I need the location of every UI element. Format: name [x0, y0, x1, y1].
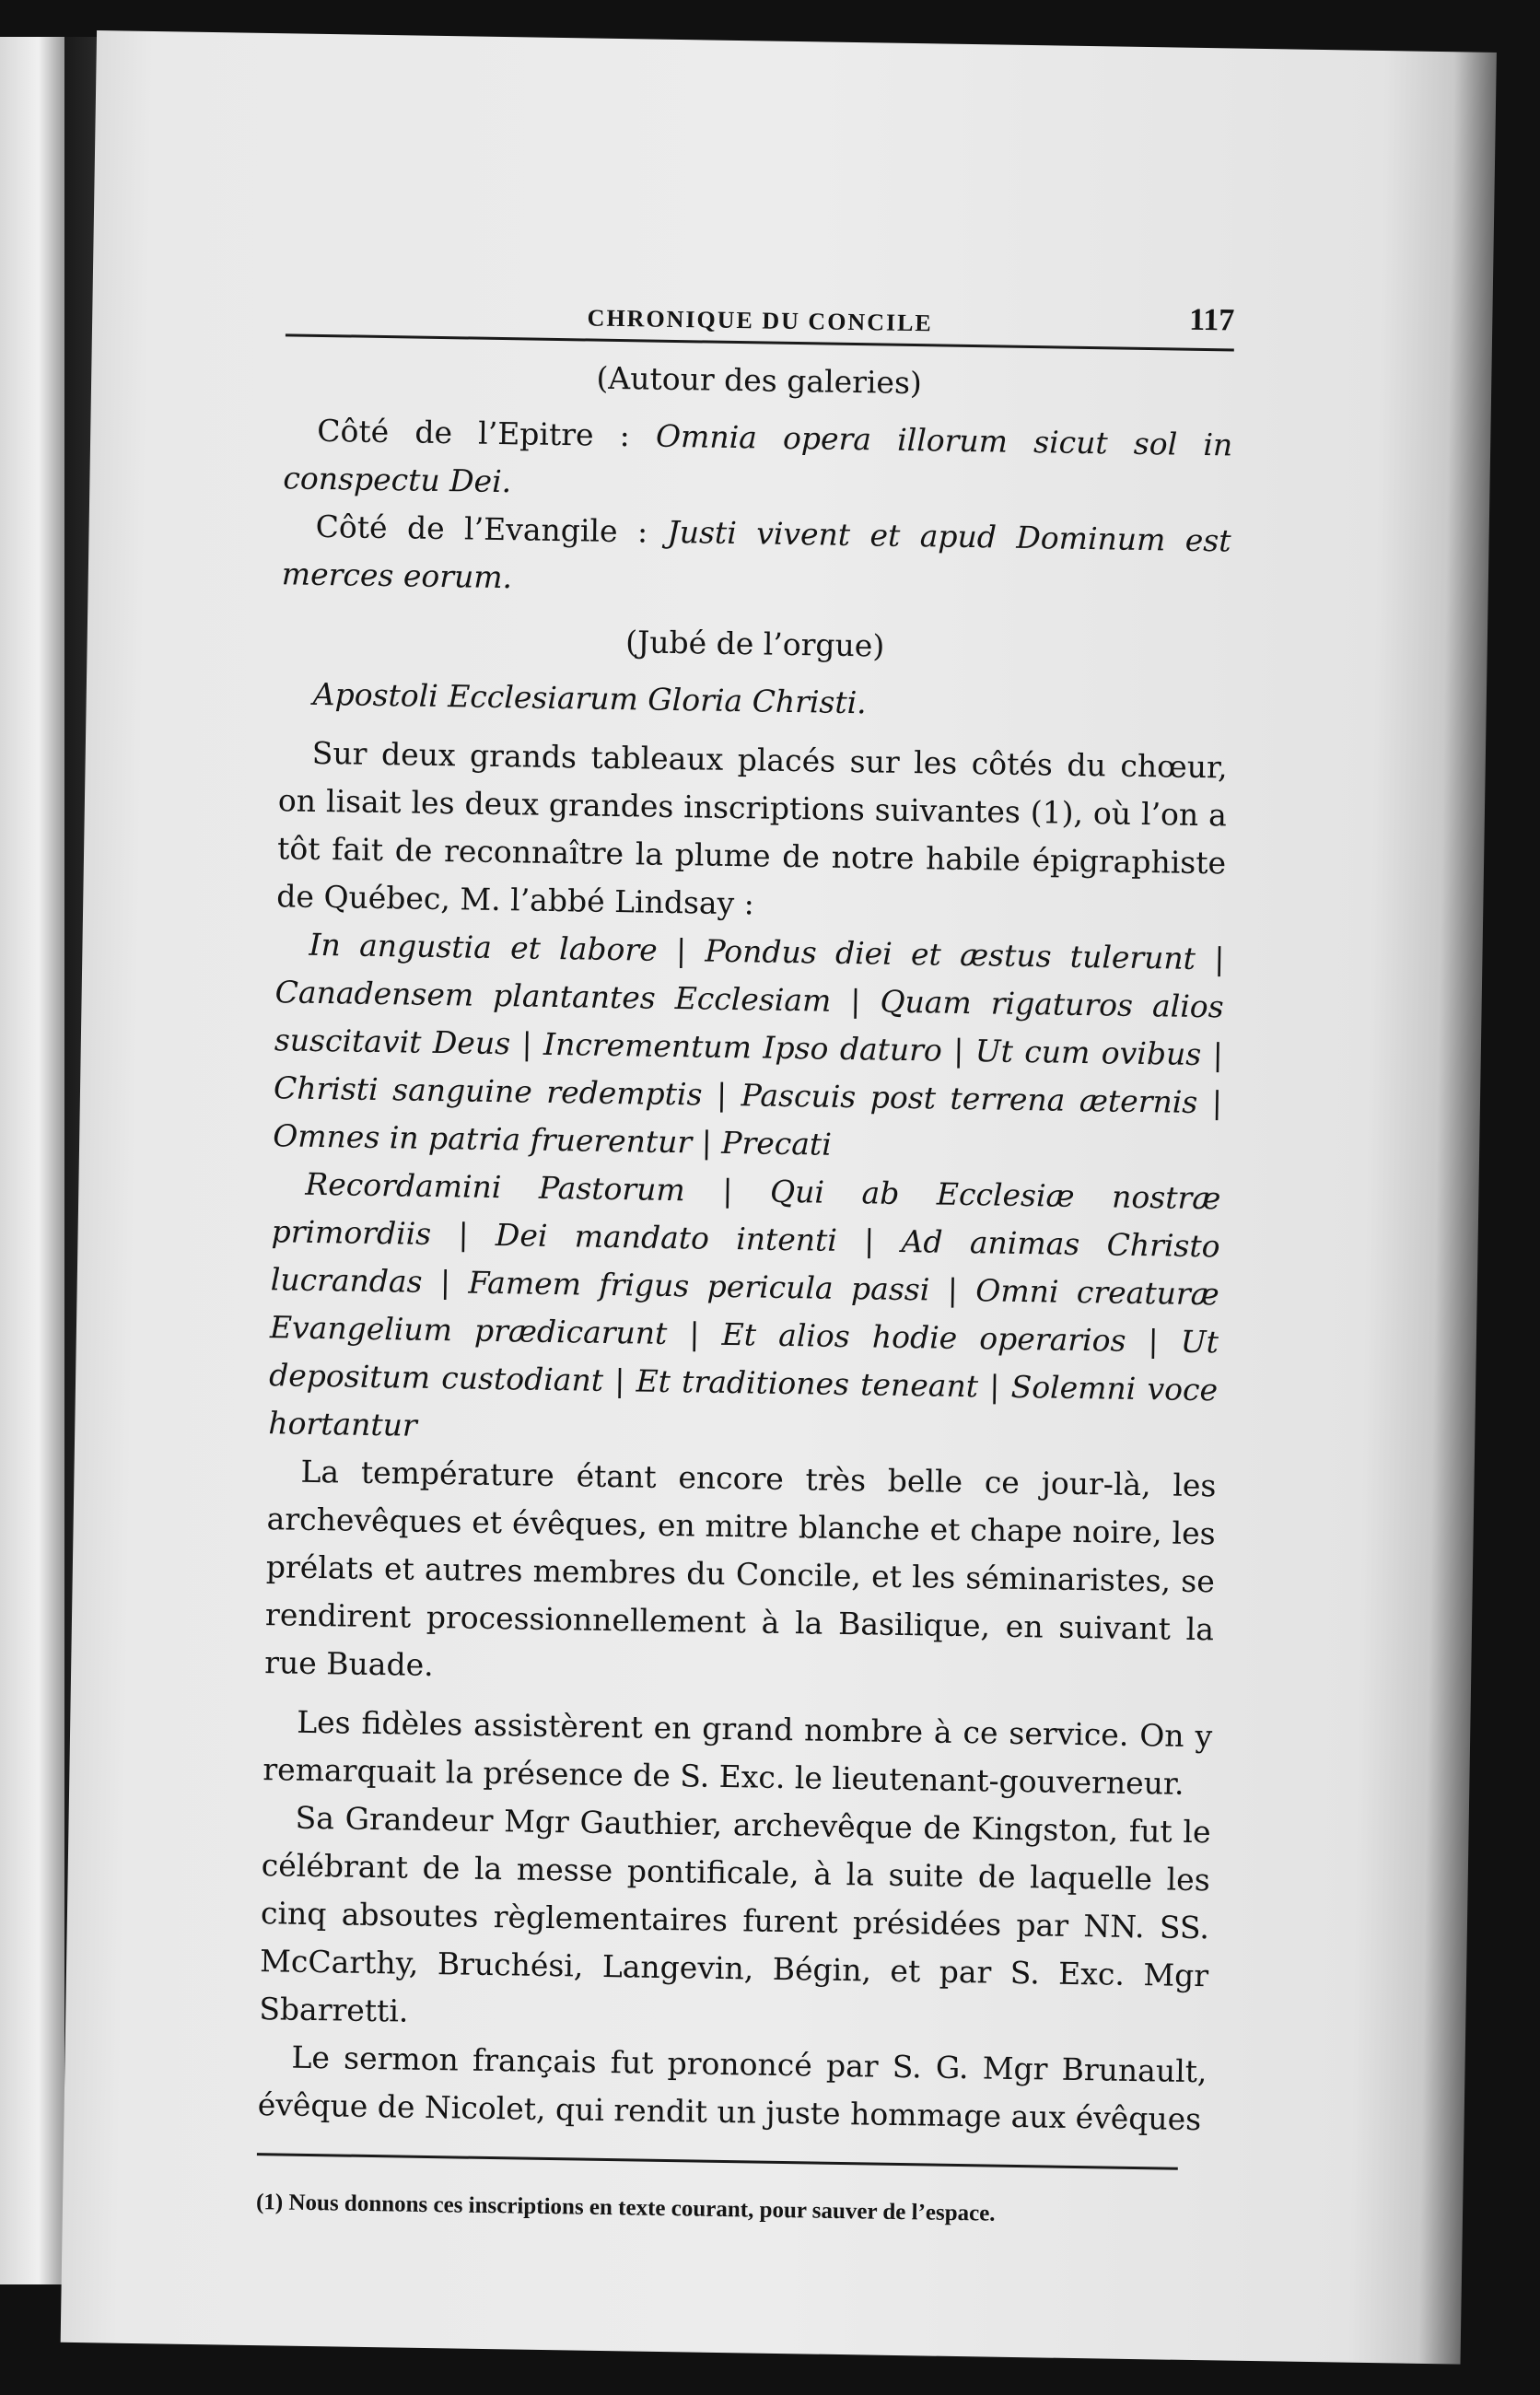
facing-page-edge	[0, 37, 64, 2284]
epitre-label: Côté de l’Epitre :	[316, 412, 631, 454]
page-number: 117	[1188, 302, 1235, 338]
inscription-1: In angustia et labore | Pondus diei et æstus tulerunt | Canadensem plantantes Ecclesiam | Quam rigaturos alios suscitavit Deus | Incrementum Ipso daturo | Ut cum ovibus | Christi sanguine redemptis | Pascuis post terrena æternis | Omnes in patria fruerentur | Precati	[272, 926, 1225, 1162]
book-page	[61, 30, 1497, 2365]
paragraph-sermon: Le sermon français fut prononcé par S. G. Mgr Brunault, évêque de Nicolet, qui rendit un juste hommage aux évêques	[257, 2039, 1208, 2138]
footnote-rule	[257, 2153, 1178, 2170]
running-head	[286, 282, 1235, 351]
epitre-inscription	[283, 406, 1233, 517]
evangile-text: Justi vivent et apud Dominum est merces eorum.	[281, 513, 1231, 596]
footnote: (1) Nous donnons ces inscriptions en texte courant, pour sauver de l’espace.	[255, 2190, 996, 2226]
running-title: CHRONIQUE DU CONCILE	[587, 304, 934, 337]
paragraph-gauthier: Sa Grandeur Mgr Gauthier, archevêque de Kingston, fut le célébrant de la messe pontificale, à la suite de laquelle les cinq absoutes règlementaires furent présidées par NN. SS. McCarthy, Bruchési, Langevin, Bégin, et par S. Exc. Mgr Sbarretti.	[259, 1799, 1211, 2029]
epitre-text: Omnia opera illorum sicut sol in conspectu Dei.	[283, 417, 1233, 500]
jube-heading: (Jubé de l’orgue)	[624, 624, 885, 664]
evangile-label: Côté de l’Evangile :	[315, 508, 648, 550]
paragraph-tableaux: Sur deux grands tableaux placés sur les côtés du chœur, on lisait les deux grandes inscriptions suivantes (1), où l’on a tôt fait de reconnaître la plume de notre habile épigraphiste de Québec, M. l’abbé Lindsay :	[276, 734, 1228, 922]
paragraph-temperature: La température étant encore très belle ce jour-là, les archevêques et évêques, en mitre blanche et chape noire, les prélats et autres membres du Concile, et les séminaristes, se rendirent processionnellement à la Basilique, en suivant la rue Buade.	[263, 1453, 1217, 1684]
jube-text: Apostoli Ecclesiarum Gloria Christi.	[312, 675, 867, 721]
inscription-2: Recordamini Pastorum | Qui ab Ecclesiæ nostræ primordiis | Dei mandato intenti | Ad animas Christo lucrandas | Famem frigus pericula passi | Omni creaturæ Evangelium prædicarunt | Et alios hodie operarios | Ut depositum custodiant | Et traditiones teneant | Solemni voce hortantur	[268, 1165, 1221, 1443]
evangile-inscription	[281, 502, 1231, 613]
galeries-heading: (Autour des galeries)	[596, 359, 923, 402]
paragraph-fideles: Les fidèles assistèrent en grand nombre à ce service. On y remarquait la présence de S. Exc. le lieutenant-gouverneur.	[262, 1703, 1213, 1802]
page-content	[256, 282, 1235, 2233]
